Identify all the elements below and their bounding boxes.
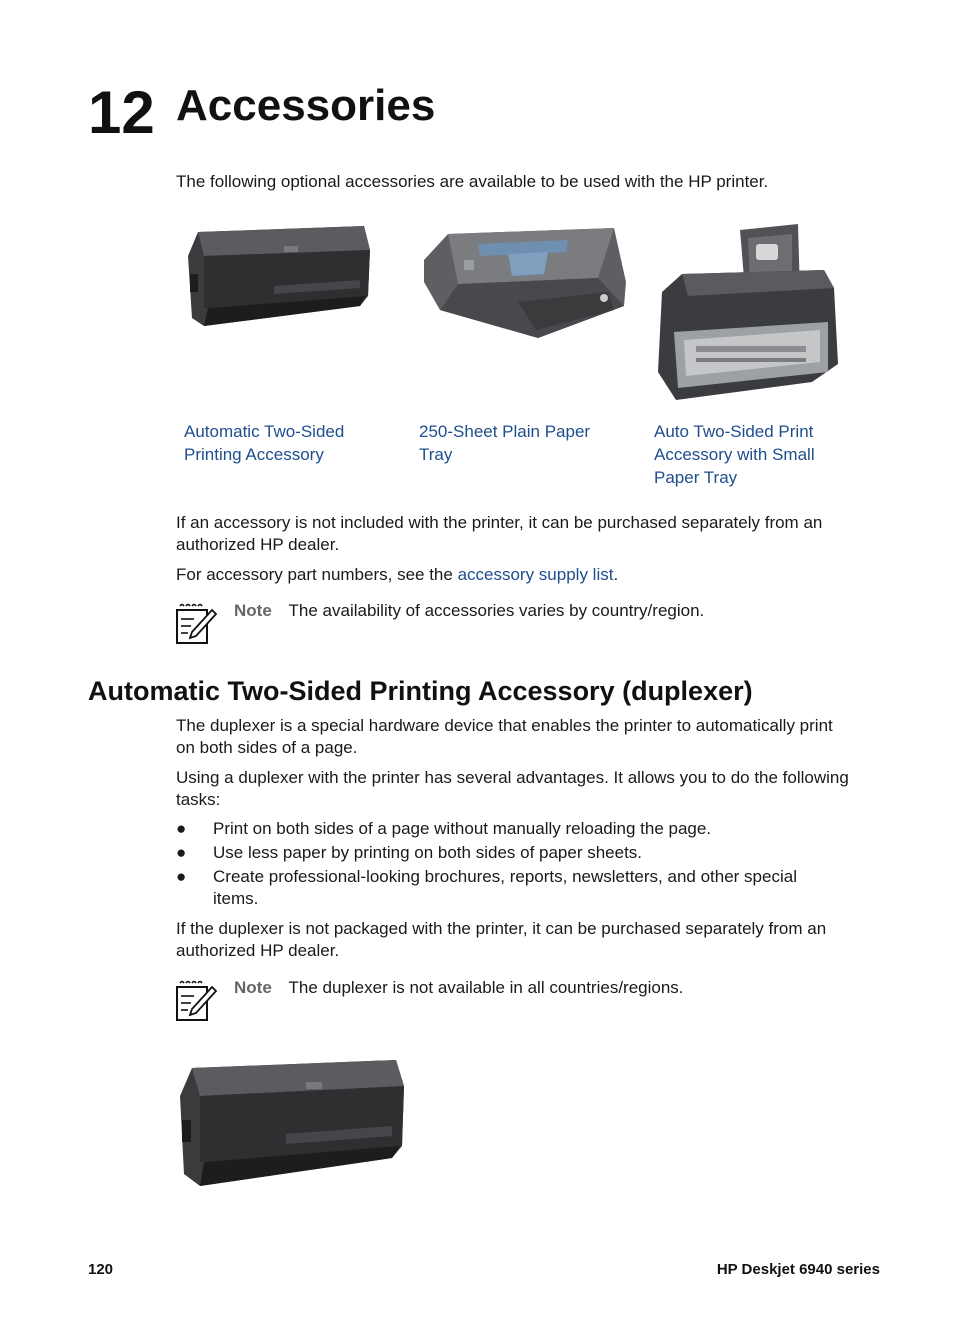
paper-tray-image [418, 222, 630, 344]
advantages-list [176, 818, 876, 912]
list-item: ● Print on both sides of a page without manually reloading the page. [176, 819, 712, 838]
list-item: ● Create professional-looking brochures, reports, newsletters, and other special items. [176, 867, 797, 908]
note-availability [234, 600, 704, 622]
bullet-icon: ● [176, 867, 187, 886]
bullet-icon: ● [176, 843, 187, 862]
duplexer-purchase-paragraph: If the duplexer is not packaged with the printer, it can be purchased separately from an authorized HP dealer. [176, 919, 827, 960]
caption-small-tray-duplexer[interactable]: Auto Two-Sided Print Accessory with Small Paper Tray [654, 422, 815, 487]
chapter-title: Accessories [176, 81, 436, 130]
intro-paragraph: The following optional accessories are available to be used with the HP printer. [176, 172, 769, 191]
small-tray-duplexer-image [652, 222, 842, 402]
part-numbers-paragraph: For accessory part numbers, see the accessory supply list. [176, 565, 619, 584]
note-duplexer-availability [234, 977, 684, 999]
purchase-paragraph: If an accessory is not included with the printer, it can be purchased separately from an authorized HP dealer. [176, 513, 823, 554]
note-label: Note [234, 978, 272, 997]
note-pad-pencil-icon [174, 979, 218, 1023]
duplexer-image [184, 222, 374, 334]
list-item: ● Use less paper by printing on both sides of paper sheets. [176, 843, 643, 862]
caption-duplexer[interactable]: Automatic Two-Sided Printing Accessory [184, 422, 345, 464]
page-number: 120 [88, 1261, 114, 1278]
duplexer-description: The duplexer is a special hardware device that enables the printer to automatically print on both sides of a page. [176, 716, 833, 757]
caption-paper-tray[interactable]: 250-Sheet Plain Paper Tray [419, 422, 591, 464]
bullet-icon: ● [176, 819, 187, 838]
note-text: The availability of accessories varies by country/region. [288, 601, 705, 620]
note-label: Note [234, 601, 272, 620]
duplexer-advantages: Using a duplexer with the printer has several advantages. It allows you to do the following tasks: [176, 768, 849, 809]
accessory-supply-list-link[interactable]: accessory supply list [457, 565, 614, 584]
product-name: HP Deskjet 6940 series [716, 1261, 880, 1278]
note-pad-pencil-icon [174, 602, 218, 646]
chapter-number: 12 [88, 79, 155, 146]
section-heading: Automatic Two-Sided Printing Accessory (duplexer) [88, 676, 753, 706]
duplexer-large-image [176, 1056, 410, 1192]
note-text: The duplexer is not available in all countries/regions. [288, 978, 684, 997]
